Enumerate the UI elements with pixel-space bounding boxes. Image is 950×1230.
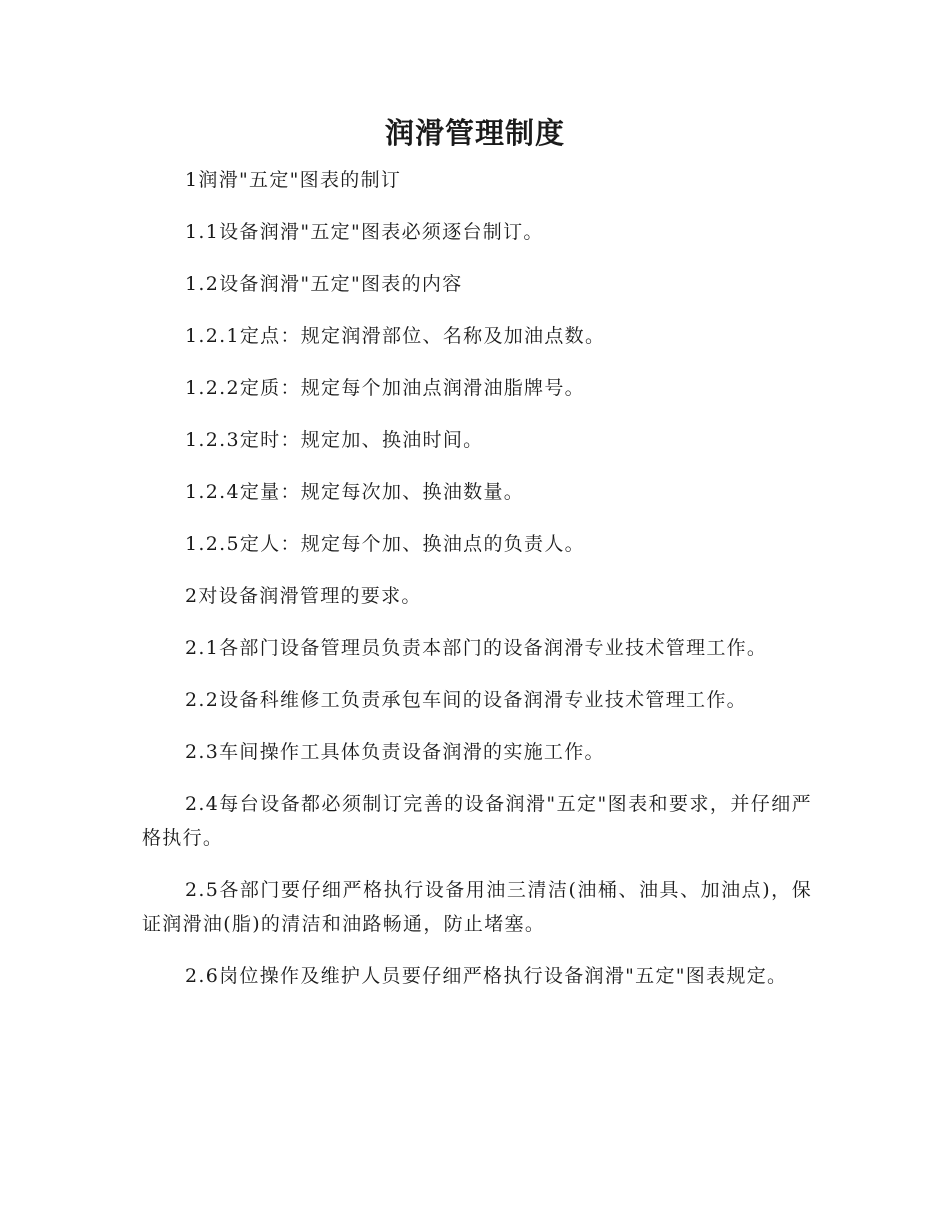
paragraph-2-5: 2.5各部门要仔细严格执行设备用油三清洁(油桶、油具、加油点)，保证润滑油(脂)的清洁和油路畅通，防止堵塞。 xyxy=(142,879,812,935)
paragraph-1-2: 1.2设备润滑"五定"图表的内容 xyxy=(185,273,463,295)
document-body xyxy=(142,163,812,1011)
document-title: 润滑管理制度 xyxy=(384,116,565,150)
paragraph-2-1: 2.1各部门设备管理员负责本部门的设备润滑专业技术管理工作。 xyxy=(185,637,768,659)
paragraph-2-3: 2.3车间操作工具体负责设备润滑的实施工作。 xyxy=(185,741,605,763)
paragraph-1-2-2: 1.2.2定质：规定每个加油点润滑油脂牌号。 xyxy=(185,377,585,399)
paragraph-2-4: 2.4每台设备都必须制订完善的设备润滑"五定"图表和要求，并仔细严格执行。 xyxy=(142,793,812,849)
paragraph-1-2-1: 1.2.1定点：规定润滑部位、名称及加油点数。 xyxy=(185,325,606,347)
paragraph-2-2: 2.2设备科维修工负责承包车间的设备润滑专业技术管理工作。 xyxy=(185,689,747,711)
paragraph-1: 1润滑"五定"图表的制订 xyxy=(185,169,402,191)
paragraph-1-2-4: 1.2.4定量：规定每次加、换油数量。 xyxy=(185,481,525,503)
paragraph-1-2-5: 1.2.5定人：规定每个加、换油点的负责人。 xyxy=(185,533,585,555)
paragraph-2: 2对设备润滑管理的要求。 xyxy=(185,585,422,607)
paragraph-1-1: 1.1设备润滑"五定"图表必须逐台制订。 xyxy=(185,221,544,243)
paragraph-1-2-3: 1.2.3定时：规定加、换油时间。 xyxy=(185,429,484,451)
paragraph-2-6: 2.6岗位操作及维护人员要仔细严格执行设备润滑"五定"图表规定。 xyxy=(185,965,788,987)
